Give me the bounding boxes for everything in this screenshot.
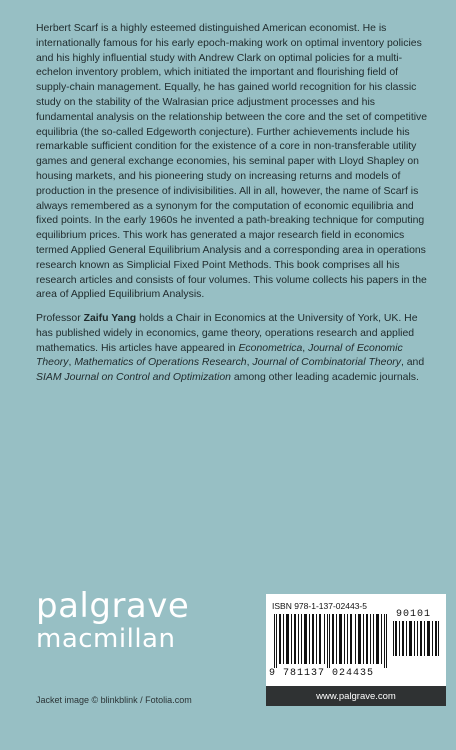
author-bio-text: holds a Chair in Economics at the University of York, UK. He has published widely in economics, game theory, operations research and applied mathematics. His articles have appeared in	[36, 313, 418, 354]
publisher-url	[266, 686, 446, 706]
isbn-text: ISBN 978-1-137-02443-5	[272, 601, 367, 611]
barcode-panel	[266, 594, 446, 686]
publisher-url-text: www.palgrave.com	[316, 690, 396, 702]
journal-siam: SIAM Journal on Control and Optimization	[36, 372, 231, 384]
separator: ,	[302, 342, 309, 354]
separator: , and	[400, 357, 425, 369]
separator: ,	[246, 357, 253, 369]
author-bio-prefix: Professor	[36, 313, 84, 324]
jacket-image-credit: Jacket image © blinkblink / Fotolia.com	[36, 695, 192, 705]
logo-line-palgrave: palgrave	[36, 586, 190, 626]
logo-line-macmillan: macmillan	[36, 624, 176, 654]
author-name: Zaifu Yang	[83, 313, 137, 324]
author-bio-ending: among other leading academic journals.	[230, 372, 419, 384]
ean-digits: 9 781137 024435	[269, 668, 375, 679]
journal-economic-theory: Journal of Economic Theory	[36, 342, 403, 369]
palgrave-macmillan-logo	[36, 588, 189, 654]
journal-econometrica: Econometrica	[238, 342, 303, 354]
barcode-addon-number: 90101	[396, 609, 432, 620]
author-bio	[36, 312, 428, 386]
ean-barcode-icon	[272, 614, 390, 668]
separator: ,	[68, 357, 75, 369]
journal-combinatorial-theory: Journal of Combinatorial Theory	[252, 357, 401, 369]
book-description: Herbert Scarf is a highly esteemed distinguished American economist. He is internationally famous for his early epoch-making work on optimal inventory policies and his highly influential study with Andrew Clark on optimal policies for a multi-echelon inventory problem, which initiated the important and flourishing field of supply-chain management. Equally, he has gained world recognition for his classic study on the stability of the Walrasian price adjustment processes and his fundamental analysis on the relationship between the core and the set of competitive equilibria (the so-called Edgeworth conjecture). Further achievements include his remarkable sufficient condition for the existence of a core in non-transferable utility games and general exchange economies, his seminal paper with Lloyd Shapley on housing markets, and his pioneering study on increasing returns and models of production in the presence of indivisibilities. All in all, however, the name of Scarf is always remembered as a synonym for the computation of economic equilibria and fixed points. In the early 1960s he invented a path-breaking technique for computing equilibrium prices. This work has generated a major research field in economics termed Applied General Equilibrium Analysis and a corresponding area in operations research known as Simplicial Fixed Point Methods. This book comprises all his research articles and consists of four volumes. This volume collects his papers in the area of Applied Equilibrium Analysis.	[36, 23, 428, 301]
addon-barcode-icon	[392, 621, 440, 656]
journal-math-or: Mathematics of Operations Research	[74, 357, 247, 369]
